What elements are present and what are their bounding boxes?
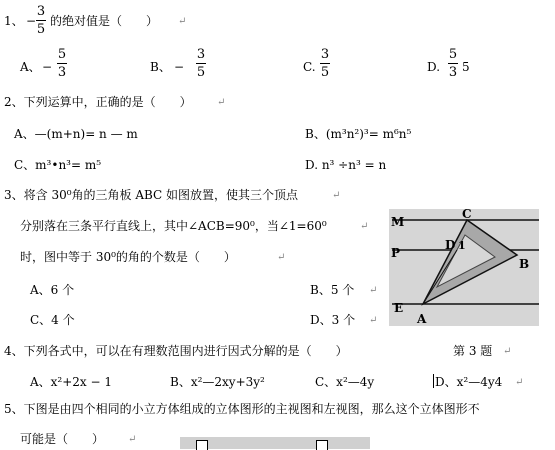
- fraction-bar: [448, 63, 458, 64]
- q4-option-c: C、x²—4y: [315, 375, 375, 389]
- label-d: D: [445, 238, 456, 252]
- q1-option-c-fraction: [320, 48, 330, 79]
- fraction-bar: [320, 63, 330, 64]
- q4-option-b: B、x²—2xy+3y²: [170, 375, 265, 389]
- q1-option-a-fraction: [57, 48, 67, 79]
- q2-stem: 2、下列运算中，正确的是（ ）: [4, 95, 192, 109]
- q1-fraction-numerator: 3: [36, 4, 46, 19]
- return-mark: ↵: [503, 346, 512, 357]
- q1-option-a-label: A、: [20, 60, 41, 74]
- label-p: P: [391, 246, 401, 260]
- q1-fraction-denominator: 5: [36, 22, 46, 37]
- q4-option-a: A、x²+2x − 1: [30, 375, 113, 389]
- label-b: B: [519, 257, 530, 271]
- return-mark: ↵: [369, 285, 378, 296]
- q3-option-b: B、5 个: [310, 283, 355, 297]
- q1-option-a-sign: −: [42, 60, 53, 74]
- q1-option-d-tail: 5: [462, 60, 470, 74]
- return-mark: ↵: [360, 221, 369, 232]
- numerator: 3: [320, 47, 330, 62]
- q2-option-d: D. n³ ÷n³ = n: [305, 158, 387, 172]
- q5-stem-line-1: 5、下图是由四个相同的小立方体组成的立体图形的主视图和左视图，那么这个立体图形不: [4, 402, 480, 416]
- q1-fraction: [36, 5, 46, 36]
- q3-stem-line-1: 3、将含 30⁰角的三角板 ABC 如图放置，使其三个顶点: [4, 188, 299, 202]
- numerator: 5: [448, 47, 458, 62]
- q3-figure-caption: 第 3 题: [453, 344, 493, 358]
- return-mark: ↵: [217, 97, 226, 108]
- return-mark: ↵: [128, 434, 137, 445]
- q3-stem-line-2: 分别落在三条平行直线上，其中∠ACB=90⁰，当∠1=60⁰: [20, 219, 327, 233]
- q5-figure-views: [180, 437, 370, 449]
- label-c: C: [462, 209, 472, 221]
- fraction-bar: [196, 63, 206, 64]
- numerator: 3: [196, 47, 206, 62]
- label-a: A: [417, 312, 427, 326]
- return-mark: ↵: [178, 16, 187, 27]
- label-angle-1: 1: [458, 239, 466, 252]
- label-e: E: [394, 301, 404, 315]
- denominator: 5: [196, 65, 206, 80]
- numerator: 5: [57, 47, 67, 62]
- text-cursor: [433, 374, 434, 388]
- label-m: M: [391, 215, 405, 229]
- q1-option-d-label: D.: [427, 60, 441, 74]
- q4-stem: 4、下列各式中，可以在有理数范围内进行因式分解的是（ ）: [4, 344, 348, 358]
- q1-minus: −: [26, 14, 37, 28]
- return-mark: ↵: [515, 377, 524, 388]
- fraction-bar: [57, 63, 67, 64]
- denominator: 5: [320, 65, 330, 80]
- q2-option-c: C、m³•n³= m⁵: [14, 158, 102, 172]
- denominator: 3: [57, 65, 67, 80]
- q1-option-c-label: C.: [303, 60, 316, 74]
- q3-stem-line-3: 时，图中等于 30⁰的角的个数是（ ）: [20, 250, 236, 264]
- q3-option-d: D、3 个: [310, 313, 356, 327]
- q2-option-b: B、(m³n²)³= m⁶n⁵: [305, 127, 412, 141]
- fraction-bar: [36, 20, 46, 21]
- return-mark: ↵: [277, 252, 286, 263]
- return-mark: ↵: [369, 315, 378, 326]
- q1-option-d-fraction: [448, 48, 458, 79]
- triangle-ruler-figure: [389, 209, 539, 326]
- q2-option-a: A、—(m+n)= n — m: [14, 127, 138, 141]
- q1-option-b-sign: −: [174, 60, 185, 74]
- q3-option-a: A、6 个: [30, 283, 75, 297]
- q1-option-b-label: B、: [150, 60, 171, 74]
- q1-number: 1、: [4, 14, 24, 28]
- q3-option-c: C、4 个: [30, 313, 75, 327]
- denominator: 3: [448, 65, 458, 80]
- q1-stem: 的绝对值是（ ）: [50, 14, 159, 28]
- q5-stem-line-2: 可能是（ ）: [20, 432, 105, 446]
- q3-figure-photo: [389, 209, 539, 326]
- return-mark: ↵: [332, 190, 341, 201]
- q1-option-b-fraction: [196, 48, 206, 79]
- q4-option-d: D、x²—4y4: [435, 375, 503, 389]
